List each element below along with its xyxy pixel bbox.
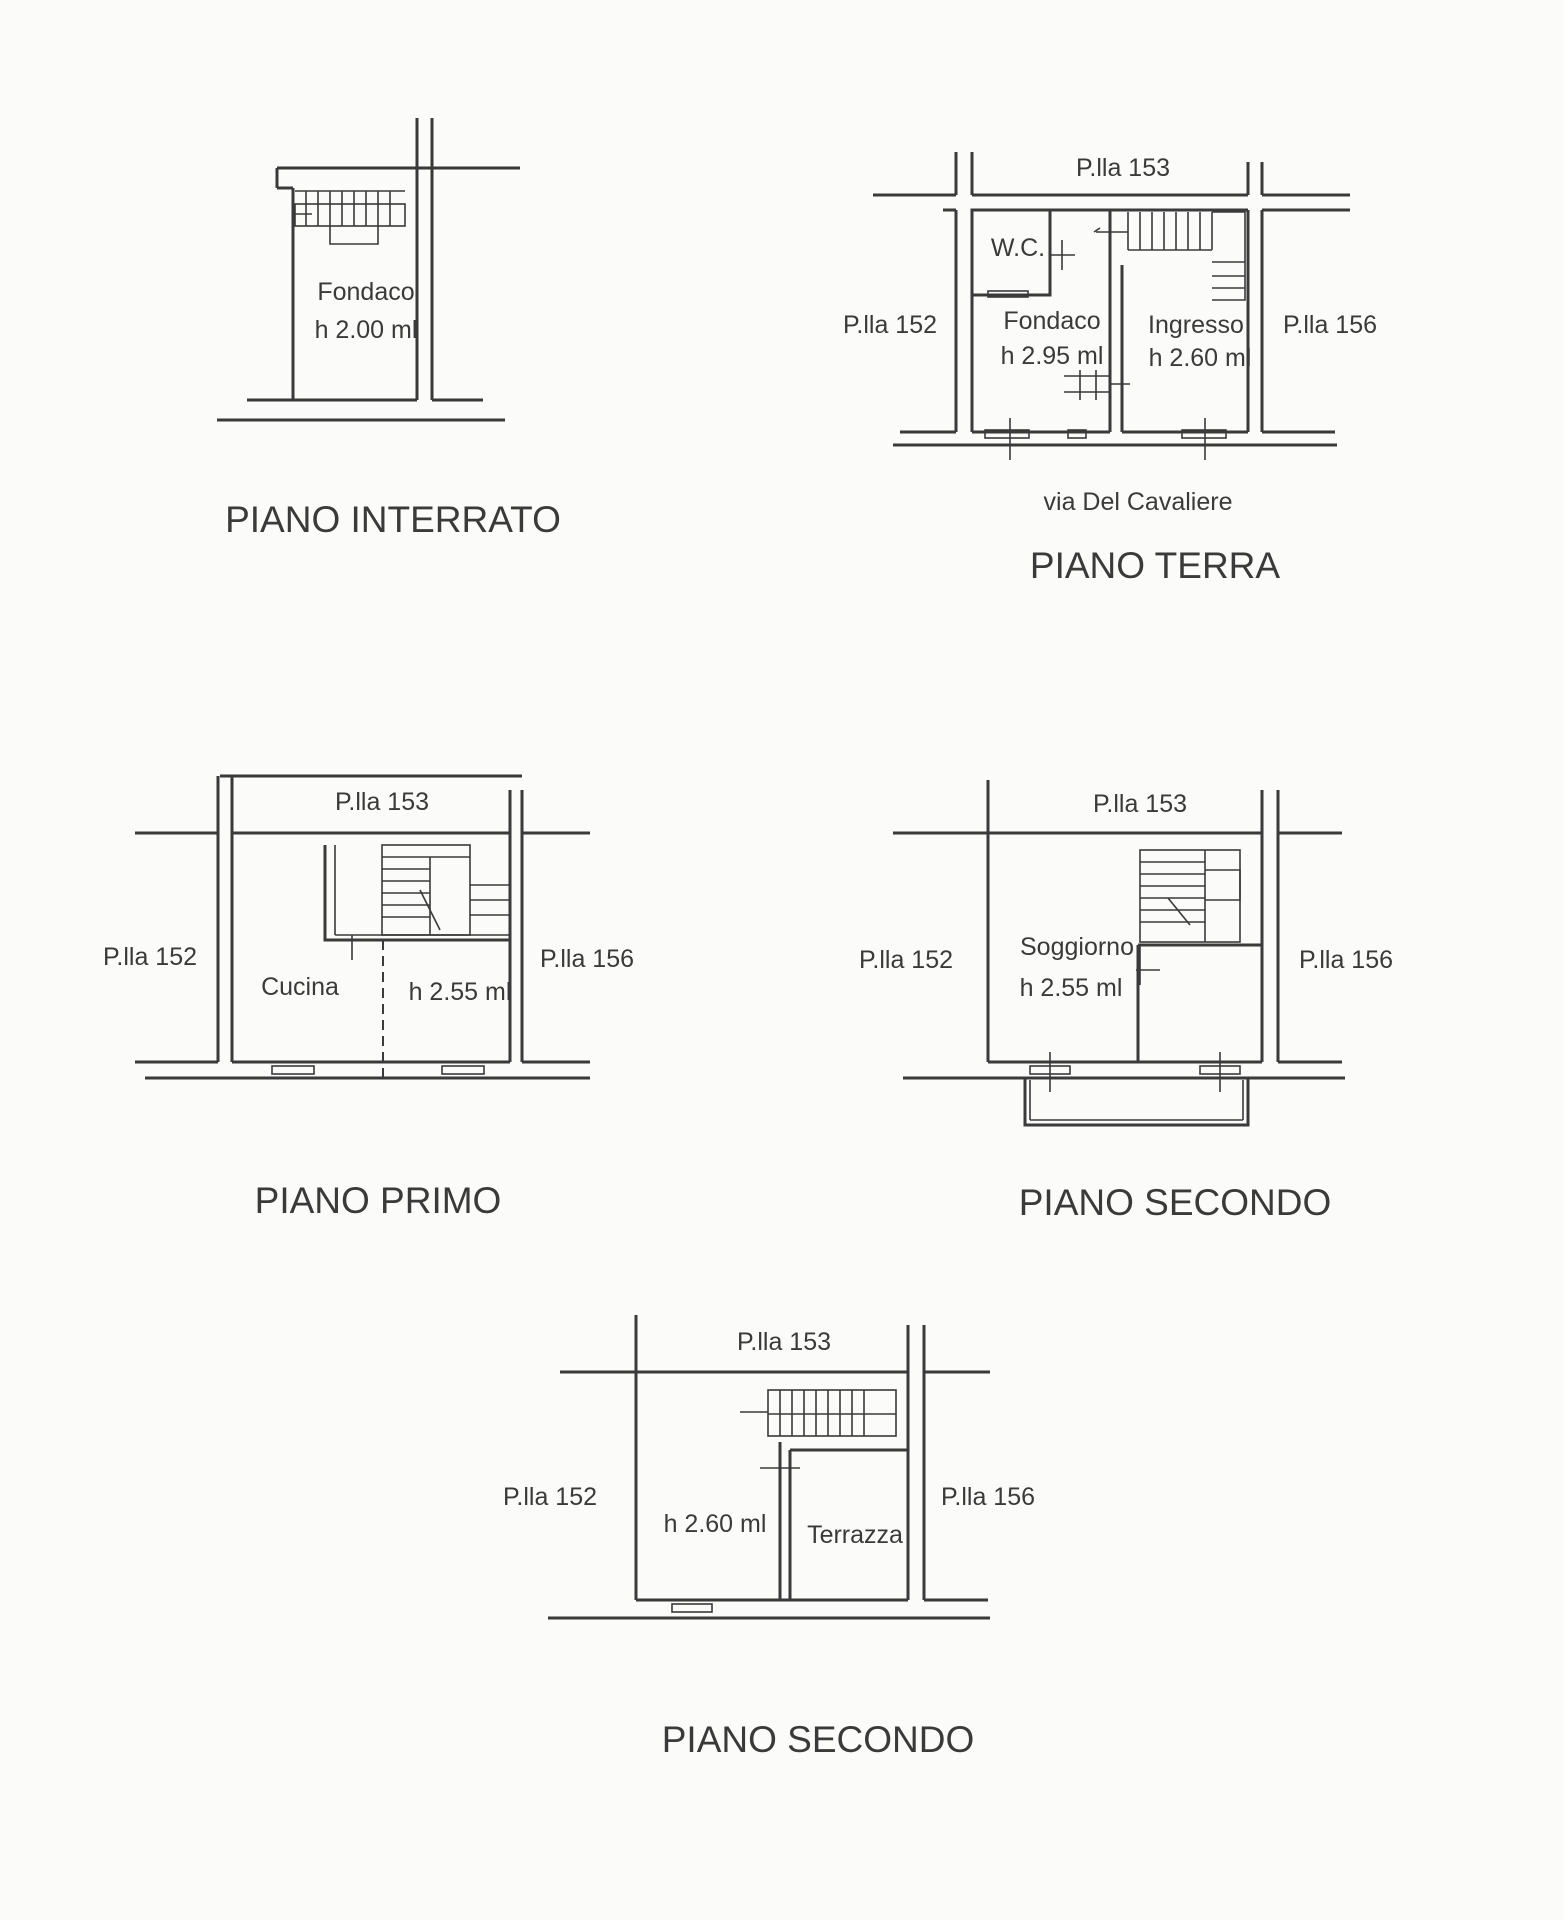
wc-label: W.C. bbox=[990, 234, 1046, 262]
height-label: h 2.95 ml bbox=[1000, 342, 1104, 370]
height-label: h 2.00 ml bbox=[314, 316, 418, 344]
neighbor-east: P.lla 156 bbox=[1282, 311, 1378, 339]
height-label: h 2.55 ml bbox=[408, 978, 512, 1006]
room-label: Cucina bbox=[261, 973, 339, 1001]
stair-icon bbox=[1094, 210, 1245, 300]
street-label: via Del Cavaliere bbox=[1043, 488, 1233, 516]
window-icon bbox=[272, 1066, 484, 1074]
step-icon bbox=[1064, 370, 1130, 400]
neighbor-north: P.lla 153 bbox=[334, 788, 430, 816]
stair-icon bbox=[295, 191, 405, 244]
floor-title: PIANO TERRA bbox=[1029, 545, 1281, 586]
room-label: Ingresso bbox=[1148, 311, 1244, 339]
floor-title: PIANO PRIMO bbox=[254, 1180, 502, 1221]
room-label: Fondaco bbox=[317, 278, 415, 306]
stair-icon bbox=[740, 1390, 896, 1468]
neighbor-north: P.lla 153 bbox=[736, 1328, 832, 1356]
window-icon bbox=[1030, 1052, 1240, 1092]
neighbor-east: P.lla 156 bbox=[940, 1483, 1036, 1511]
room-label: Terrazza bbox=[807, 1521, 903, 1549]
height-label: h 2.60 ml bbox=[1148, 344, 1252, 372]
neighbor-east: P.lla 156 bbox=[539, 945, 635, 973]
stair-icon bbox=[382, 845, 510, 935]
floor-title: PIANO SECONDO bbox=[661, 1719, 975, 1760]
neighbor-west: P.lla 152 bbox=[102, 943, 198, 971]
window-icon bbox=[672, 1604, 712, 1612]
plan-piano-secondo-upper bbox=[503, 1315, 1035, 1760]
neighbor-west: P.lla 152 bbox=[842, 311, 938, 339]
height-label: h 2.55 ml bbox=[1019, 974, 1123, 1002]
room-label: Soggiorno bbox=[1020, 933, 1134, 961]
stair-icon bbox=[1136, 850, 1240, 985]
neighbor-west: P.lla 152 bbox=[502, 1483, 598, 1511]
plan-piano-secondo bbox=[859, 780, 1393, 1223]
neighbor-east: P.lla 156 bbox=[1298, 946, 1394, 974]
neighbor-north: P.lla 153 bbox=[1075, 154, 1171, 182]
floor-title: PIANO INTERRATO bbox=[225, 499, 561, 540]
plan-piano-terra bbox=[843, 152, 1377, 586]
plan-piano-interrato bbox=[217, 118, 561, 540]
height-label: h 2.60 ml bbox=[663, 1510, 767, 1538]
plan-piano-primo bbox=[103, 776, 634, 1221]
neighbor-west: P.lla 152 bbox=[858, 946, 954, 974]
neighbor-north: P.lla 153 bbox=[1092, 790, 1188, 818]
room-label: Fondaco bbox=[1003, 307, 1101, 335]
floor-title: PIANO SECONDO bbox=[1018, 1182, 1332, 1223]
